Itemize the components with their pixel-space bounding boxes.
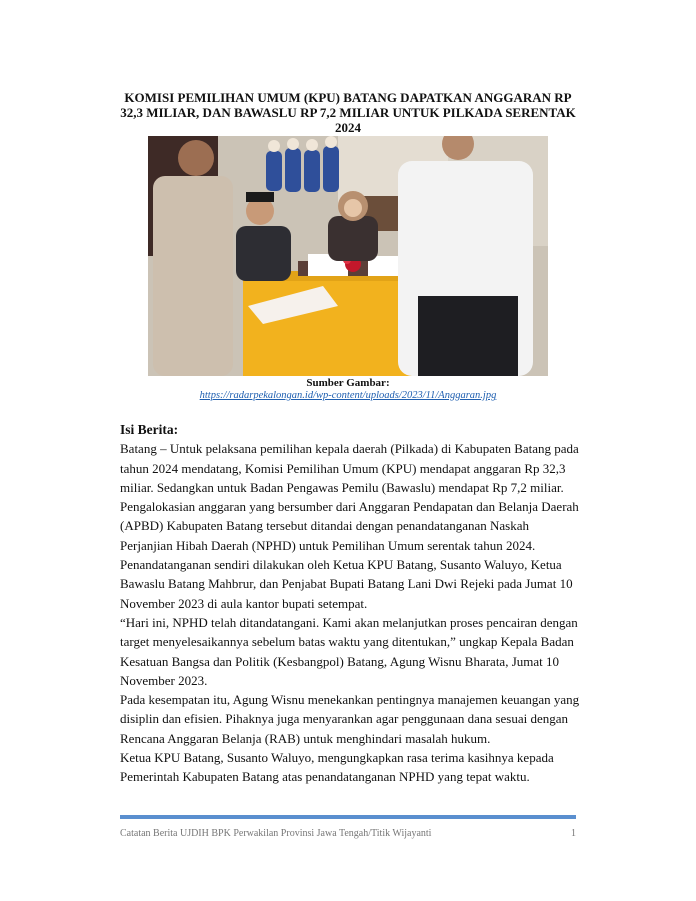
signing-ceremony-photo (148, 136, 548, 376)
article-title: KOMISI PEMILIHAN UMUM (KPU) BATANG DAPATKAN ANGGARAN RP 32,3 MILIAR, DAN BAWASLU RP 7,2 MILIAR UNTUK PILKADA SERENTAK 2024 (120, 90, 576, 135)
paragraph-2: Pengalokasian anggaran yang bersumber dari Anggaran Pendapatan dan Belanja Daerah (APBD) Kabupaten Batang tersebut ditandai dengan penandatanganan Naskah Perjanjian Hibah Daerah (NPHD) untuk Pemilihan Umum serentak tahun 2024. (120, 499, 579, 553)
section-heading: Isi Berita: (120, 422, 179, 437)
image-source-label: Sumber Gambar: (306, 377, 390, 389)
paragraph-4: “Hari ini, NPHD telah ditandatangani. Kami akan melanjutkan proses pencairan dengan target menyelesaikannya sebelum batas waktu yang ditentukan,” ungkap Kepala Badan Kesatuan Bangsa dan Politik (Kesbangpol) Batang, Agung Wisnu Bharata, Jumat 10 November 2023. (120, 614, 578, 688)
article-body (120, 420, 580, 787)
page-footer (120, 828, 576, 839)
image-source-link[interactable]: https://radarpekalongan.id/wp-content/uploads/2023/11/Anggaran.jpg (199, 390, 497, 401)
news-photo (148, 136, 548, 376)
paragraph-5: Pada kesempatan itu, Agung Wisnu menekankan pentingnya manajemen keuangan yang disiplin dan efisien. Pihaknya juga menyarankan agar penggunaan dana sesuai dengan Rencana Anggaran Belanja (RAB) untuk menghindari masalah hukum. (120, 692, 580, 746)
paragraph-3: Penandatanganan sendiri dilakukan oleh Ketua KPU Batang, Susanto Waluyo, Ketua Bawaslu Batang Mahbrur, dan Penjabat Bupati Batang Lani Dwi Rejeki pada Jumat 10 November 2023 di aula kantor bupati setempat. (120, 557, 573, 611)
paragraph-6: Ketua KPU Batang, Susanto Waluyo, mengungkapkan rasa terima kasihnya kepada Pemerintah Kabupaten Batang atas penandatanganan NPHD yang tepat waktu. (120, 750, 554, 785)
footer-divider (120, 815, 576, 819)
footer-note: Catatan Berita UJDIH BPK Perwakilan Provinsi Jawa Tengah/Titik Wijayanti (120, 828, 432, 839)
page-number: 1 (571, 828, 576, 839)
paragraph-1: Batang – Untuk pelaksana pemilihan kepala daerah (Pilkada) di Kabupaten Batang pada tahun 2024 mendatang, Komisi Pemilihan Umum (KPU) mendapat anggaran Rp 32,3 miliar. Sedangkan untuk Badan Pengawas Pemilu (Bawaslu) mendapat Rp 7,2 miliar. (120, 441, 579, 495)
